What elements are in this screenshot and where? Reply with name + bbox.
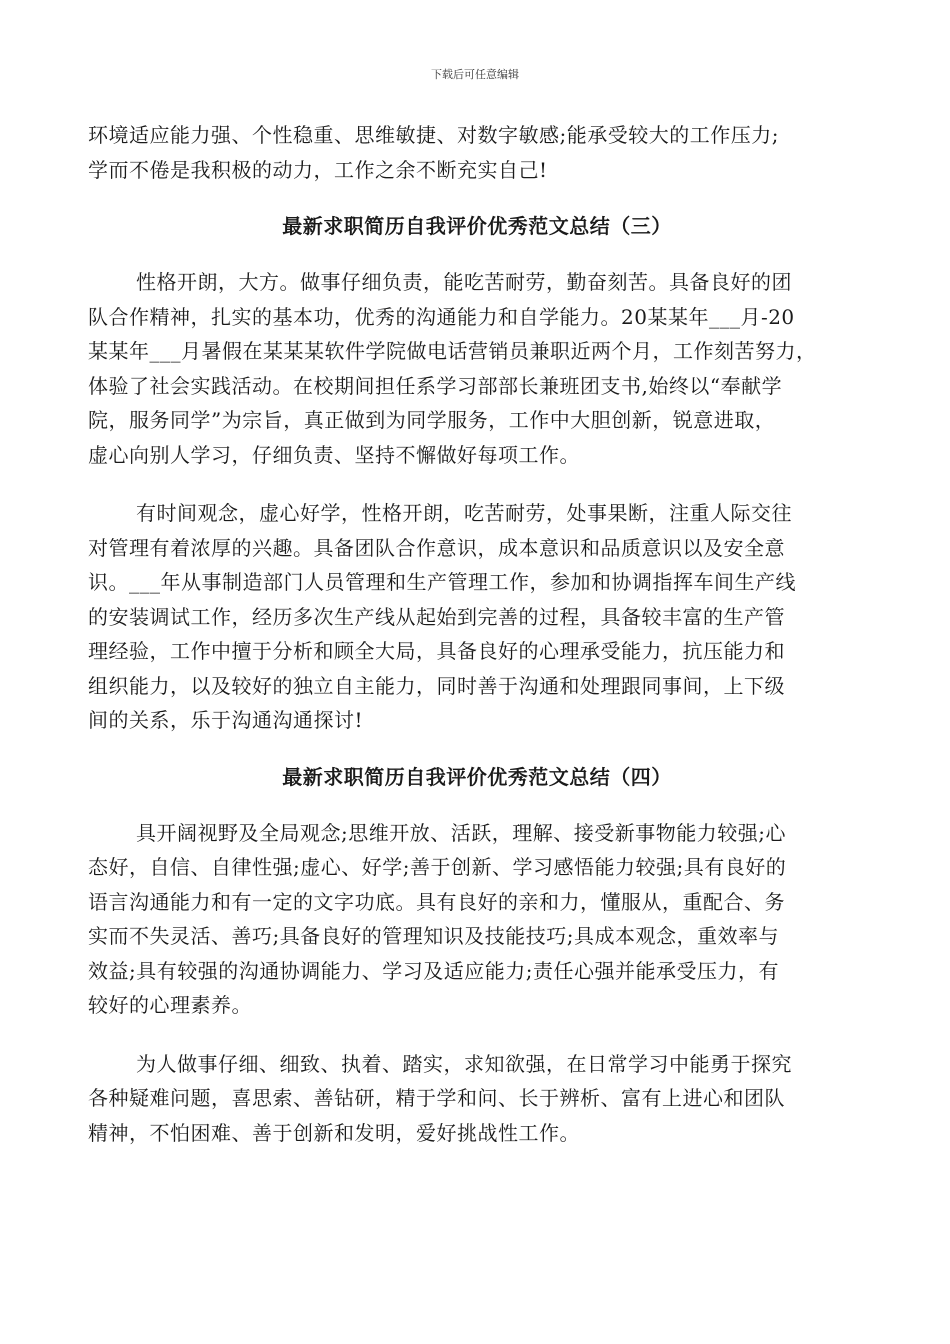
text-line: 较好的心理素养。 [88,993,252,1017]
text-line: 精神，不怕困难、善于创新和发明，爱好挑战性工作。 [88,1120,580,1145]
text-line: 间的关系，乐于沟通沟通探讨! [88,708,364,732]
text-line: 学而不倦是我积极的动力，工作之余不断充实自己! [88,157,548,182]
text-line: 院，服务同学”为宗旨，真正做到为同学服务，工作中大胆创新，锐意进取， [88,408,776,432]
text-line: 理经验，工作中擅于分析和顾全大局，具备良好的心理承受能力，抗压能力和 [88,639,785,663]
paragraph [88,265,866,472]
paragraph [88,118,866,187]
text-line: 效益;具有较强的沟通协调能力、学习及适应能力;责任心强并能承受压力，有 [88,958,779,983]
text-line: 语言沟通能力和有一定的文字功底。具有良好的亲和力，懂服从，重配合、务 [88,889,785,914]
text-line: 具开阔视野及全局观念;思维开放、活跃，理解、接受新事物能力较强;心 [136,820,786,845]
text-line: 组织能力，以及较好的独立自主能力，同时善于沟通和处理跟同事间，上下级 [88,673,785,698]
section-heading: 最新求职简历自我评价优秀范文总结（三） [282,214,672,238]
text-line: 态好，自信、自律性强;虚心、好学;善于创新、学习感悟能力较强;具有良好的 [88,855,787,879]
text-line: 环境适应能力强、个性稳重、思维敏捷、对数字敏感;能承受较大的工作压力; [88,123,779,147]
paragraph [88,496,866,738]
text-line: 为人做事仔细、细致、执着、踏实，求知欲强，在日常学习中能勇于探究 [136,1051,792,1076]
text-line: 性格开朗，大方。做事仔细负责，能吃苦耐劳，勤奋刻苦。具备良好的团 [136,270,792,294]
text-line: 虚心向别人学习，仔细负责、坚持不懈做好每项工作。 [88,442,580,467]
text-line: 对管理有着浓厚的兴趣。具备团队合作意识，成本意识和品质意识以及安全意 [88,535,785,560]
text-line: 有时间观念，虚心好学，性格开朗，吃苦耐劳，处事果断，注重人际交往 [136,501,792,525]
text-line: 体验了社会实践活动。在校期间担任系学习部部长兼班团支书,始终以“奉献学 [88,373,783,398]
document-body [88,118,866,1150]
text-line: 队合作精神，扎实的基本功，优秀的沟通能力和自学能力。20某某年___月-20 [88,304,795,329]
paragraph [88,816,866,1023]
page-header: 下载后可任意编辑 [431,68,519,81]
text-line: 各种疑难问题，喜思索、善钻研，精于学和问、长于辨析、富有上进心和团队 [88,1086,785,1110]
text-line: 的安装调试工作，经历多次生产线从起始到完善的过程，具备较丰富的生产管 [88,604,785,629]
paragraph [88,1047,866,1151]
text-line: 识。___年从事制造部门人员管理和生产管理工作，参加和协调指挥车间生产线 [88,570,796,594]
text-line: 某某年___月暑假在某某某软件学院做电话营销员兼职近两个月，工作刻苦努力， [88,339,817,363]
section-heading: 最新求职简历自我评价优秀范文总结（四） [282,764,672,789]
text-line: 实而不失灵活、善巧;具备良好的管理知识及技能技巧;具成本观念，重效率与 [88,924,779,948]
